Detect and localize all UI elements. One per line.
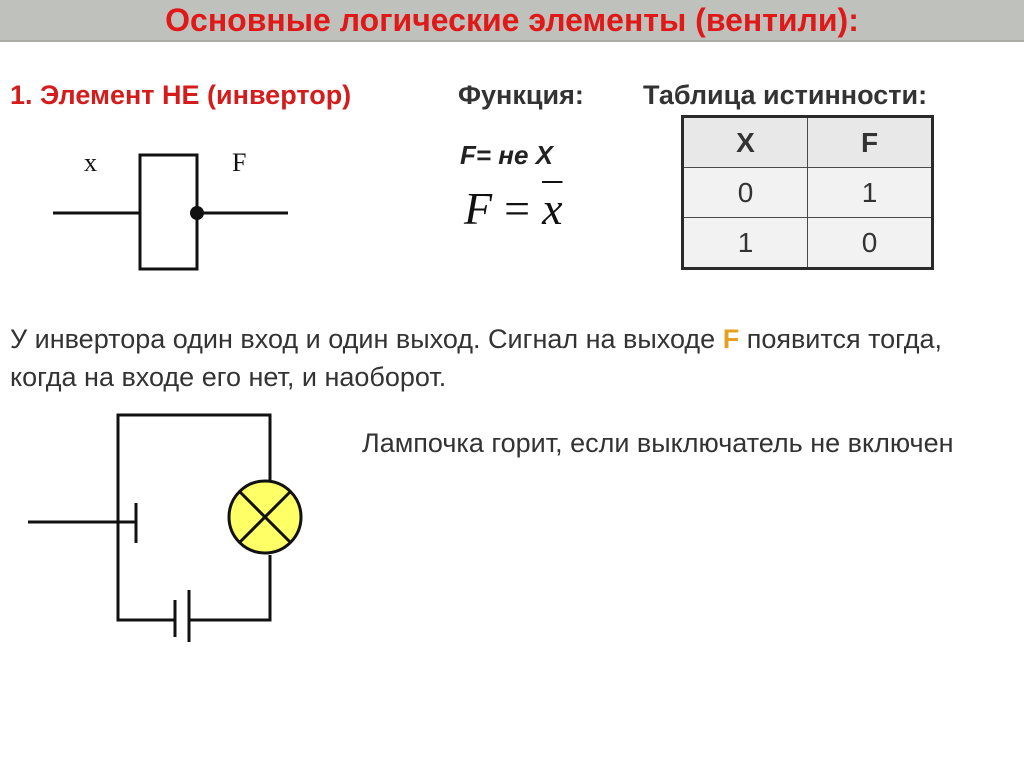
gate-output-label: F <box>232 148 247 177</box>
circuit-wire-bottom-left <box>118 520 175 620</box>
truth-table-cell: 1 <box>808 168 933 218</box>
function-label: Функция: <box>458 80 584 110</box>
formula-equals: = <box>504 183 531 234</box>
gate-input-label: x <box>84 148 97 177</box>
truth-table-label: Таблица истинности: <box>643 80 928 110</box>
circuit-diagram <box>0 0 320 767</box>
lamp-icon <box>229 481 301 553</box>
formula-rhs-negated: $\overline{x}$ <box>542 183 563 234</box>
formula-lhs: F <box>464 183 493 234</box>
truth-table-row <box>683 218 933 269</box>
lamp-note: Лампочка горит, если выключатель не включен <box>362 428 954 458</box>
truth-table-header-x: X <box>683 117 808 168</box>
section-heading: 1. Элемент НЕ (инвертор) <box>10 80 352 110</box>
truth-table-header-f: F <box>808 117 933 168</box>
formula-text: F= не X <box>460 140 554 170</box>
description-part2: появится тогда, когда на входе его нет, и наоборот. <box>10 324 943 392</box>
truth-table <box>681 115 934 270</box>
truth-table-cell: 0 <box>683 168 808 218</box>
description-part1: У инвертора один вход и один выход. Сигнал на выходе <box>10 324 723 354</box>
truth-table-cell: 0 <box>808 218 933 269</box>
formula-math <box>464 184 562 234</box>
truth-table-row <box>683 168 933 218</box>
slide-title: Основные логические элементы (вентили): <box>165 2 859 38</box>
truth-table-cell: 1 <box>683 218 808 269</box>
description-highlight-f: F <box>722 324 740 354</box>
circuit-wire-bottom-right <box>189 555 270 620</box>
truth-table-header-row <box>683 117 933 168</box>
